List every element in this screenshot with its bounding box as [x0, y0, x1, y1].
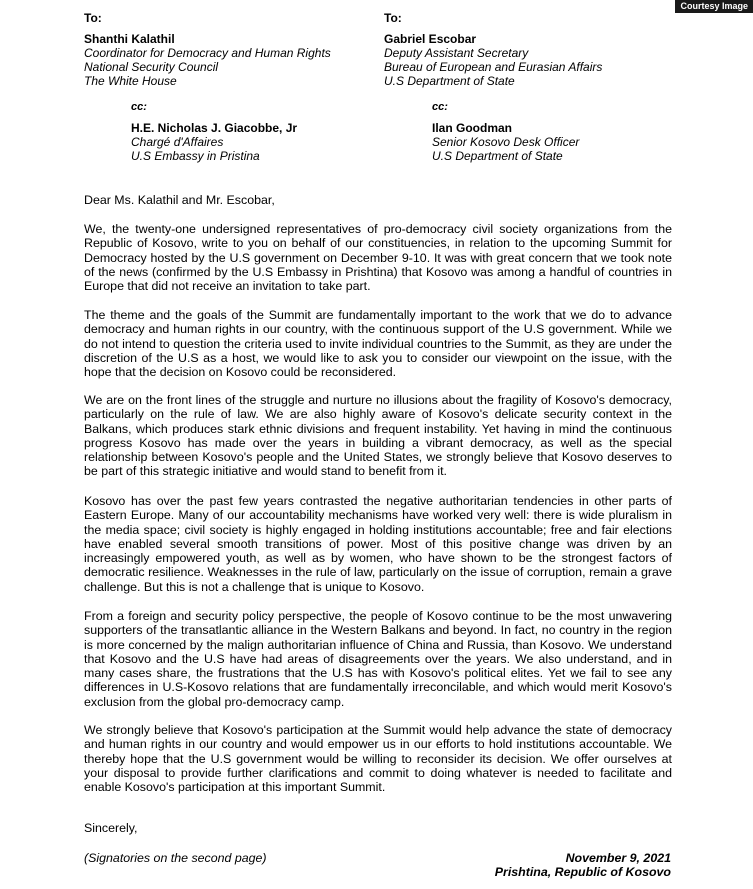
paragraph: From a foreign and security policy perspective, the people of Kosovo continue to be the most unwavering supporters of the transatlantic alliance in the Western Balkans and beyond. In fact, no country in the region is more concerned by the malign authoritarian influence of China and Russia, than Kosovo. We understand that Kosovo and the U.S have had areas of disagreements over the years. We also understand, and in many cases share, the frustrations that the U.S has with Kosovo's political elites. Yet we fail to see any differences in U.S-Kosovo relations that are fundamentally irreconcilable, and which would merit Kosovo's exclusion from the global pro-democracy camp.	[84, 609, 672, 709]
cc-label: cc:	[131, 101, 147, 113]
recipient-org: U.S Embassy in Pristina	[131, 149, 260, 163]
to-label: To:	[384, 11, 402, 25]
courtesy-image-badge: Courtesy Image	[675, 0, 753, 13]
paragraph: The theme and the goals of the Summit are fundamentally important to the work that we do to advance democracy and human rights in our country, with the continuous support of the U.S government. While we do not intend to question the criteria used to invite individual countries to the Summit, as they are under the discretion of the U.S as a host, we would like to ask you to consider our viewpoint on the issue, with the hope that the decision on Kosovo could be reconsidered.	[84, 308, 672, 380]
cc-label: cc:	[432, 101, 448, 113]
recipient-org: U.S Department of State	[384, 74, 515, 88]
recipient-name: Ilan Goodman	[432, 121, 513, 135]
paragraph: We, the twenty-one undersigned representatives of pro-democracy civil society organizations from the Republic of Kosovo, write to you on behalf of our constituencies, in relation to the upcoming Summit for Democracy hosted by the U.S government on December 9-10. It was with great concern that we took note of the news (confirmed by the U.S Embassy in Prishtina) that Kosovo was among a handful of countries in Europe that did not receive an invitation to take part.	[84, 222, 672, 294]
recipient-title: Senior Kosovo Desk Officer	[432, 135, 580, 149]
recipient-org: U.S Department of State	[432, 149, 563, 163]
recipient-to-left	[84, 11, 331, 88]
recipient-cc-left	[131, 100, 297, 163]
letter-place: Prishtina, Republic of Kosovo	[494, 865, 671, 880]
recipient-org: National Security Council	[84, 60, 219, 74]
paragraph: Kosovo has over the past few years contrasted the negative authoritarian tendencies in other parts of Eastern Europe. Many of our accountability mechanisms have worked very well: there is wide pluralism in the media space; civil society is highly engaged in holding institutions accountable; free and fair elections have enabled several smooth transitions of power. Most of this positive change was driven by an increasingly empowered youth, as well as by women, who have shown to be the strongest factors of democratic resilience. Weaknesses in the rule of law, particularly on the issue of corruption, remain a grave challenge. But this is not a challenge that is unique to Kosovo.	[84, 494, 672, 594]
recipient-org: Bureau of European and Eurasian Affairs	[384, 60, 603, 74]
paragraph: We strongly believe that Kosovo's participation at the Summit would help advance the state of democracy and human rights in our country and would empower us in our efforts to hold institutions accountable. We thereby hope that the U.S government would be willing to reconsider its decision. We offer ourselves at your disposal to provide further clarifications and commit to doing whatever is needed to facilitate and enable Kosovo's participation at this important Summit.	[84, 723, 672, 795]
recipient-title: Deputy Assistant Secretary	[384, 46, 529, 60]
paragraph: We are on the front lines of the struggle and nurture no illusions about the fragility of Kosovo's democracy, particularly on the rule of law. We are also highly aware of Kosovo's delicate security context in the Balkans, which produces stark ethnic divisions and frequent instability. Yet having in mind the continuous progress Kosovo has made over the years in building a vibrant democracy, as well as the special relationship between Kosovo's people and the United States, we strongly believe that Kosovo deserves to be part of this strategic initiative and would stand to benefit from it.	[84, 393, 672, 479]
recipient-title: Coordinator for Democracy and Human Rights	[84, 46, 331, 60]
recipient-org: The White House	[84, 74, 177, 88]
recipient-name: Gabriel Escobar	[384, 32, 477, 46]
date-place-block	[495, 851, 671, 880]
recipient-name: H.E. Nicholas J. Giacobbe, Jr	[131, 121, 298, 135]
signatories-note: (Signatories on the second page)	[84, 851, 267, 865]
salutation: Dear Ms. Kalathil and Mr. Escobar,	[84, 193, 275, 207]
recipient-cc-right	[432, 100, 579, 163]
to-label: To:	[84, 11, 102, 25]
recipient-name: Shanthi Kalathil	[84, 32, 175, 46]
recipient-to-right	[384, 11, 602, 88]
recipient-title: Chargé d'Affaires	[131, 135, 224, 149]
closing: Sincerely,	[84, 821, 138, 835]
letter-date: November 9, 2021	[565, 851, 671, 865]
